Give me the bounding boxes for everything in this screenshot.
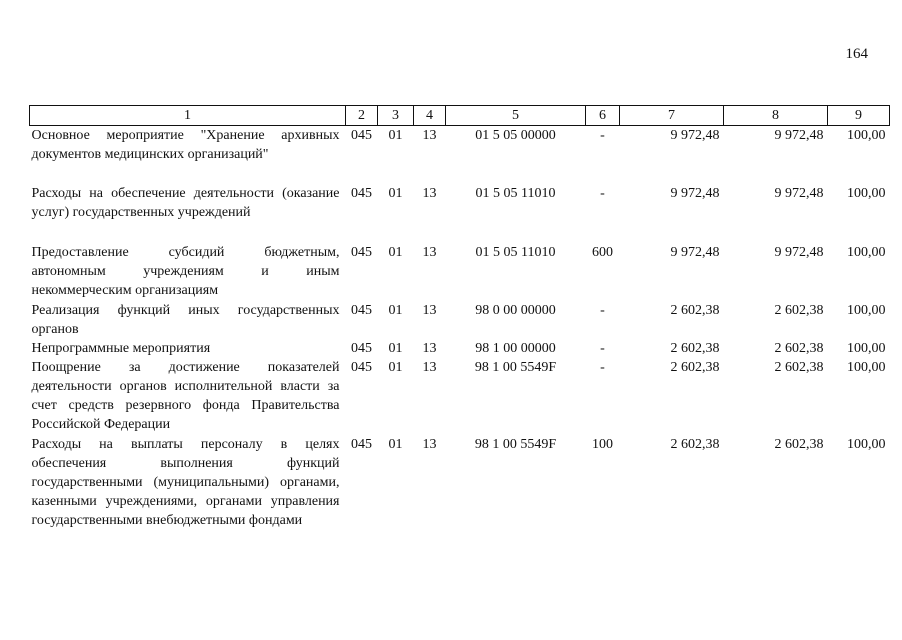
cell-col7: 2 602,38 [670,359,720,375]
cell-admin-code: 045 [351,436,372,452]
table-row [30,126,890,184]
cell-subsection: 13 [422,128,437,143]
cell-expense-type: - [600,128,605,143]
cell-section: 01 [388,340,403,356]
cell-target-article: 98 1 00 5549F [474,359,557,375]
cell-target-article: 98 1 00 5549F [474,436,557,452]
cell-target-article: 01 5 05 11010 [475,244,556,260]
cell-col9: 100,00 [847,359,886,375]
cell-col7: 2 602,38 [670,340,720,356]
cell-col8: 2 602,38 [774,359,824,375]
cell-col8: 9 972,48 [774,185,824,201]
cell-col8: 9 972,48 [774,244,824,260]
cell-expense-type: 100 [592,436,613,452]
cell-section: 01 [388,185,403,201]
cell-subsection: 13 [422,436,437,452]
cell-subsection: 13 [422,302,437,318]
row-name: Поощрение за достижение показателей деятельности органов исполнительной власти за счет средств резервного фонда Правительства Российской Федерации [31,359,340,432]
cell-admin-code: 045 [351,340,372,356]
cell-section: 01 [388,244,403,260]
row-name: Предоставление субсидий бюджетным, автономным учреждениям и иным некоммерческим организациям [31,244,340,298]
cell-col7: 9 972,48 [670,185,720,201]
row-name: Реализация функций иных государственных органов [31,302,340,337]
cell-col7: 9 972,48 [670,128,720,143]
table-row [30,435,890,549]
cell-section: 01 [388,436,403,452]
column-header-2: 2 [346,106,378,126]
cell-col9: 100,00 [847,340,886,356]
row-name: Основное мероприятие "Хранение архивных документов медицинских организаций" [31,128,340,162]
cell-col7: 2 602,38 [670,302,720,318]
cell-col7: 9 972,48 [670,244,720,260]
cell-col8: 2 602,38 [774,340,824,356]
cell-target-article: 98 0 00 00000 [475,302,556,318]
header-row [30,106,890,126]
table-row [30,358,890,435]
cell-subsection: 13 [422,185,437,201]
cell-expense-type: 600 [592,244,613,260]
column-header-1: 1 [30,106,346,126]
cell-target-article: 01 5 05 11010 [475,185,556,201]
page-number: 164 [845,46,868,62]
column-header-3: 3 [378,106,414,126]
cell-subsection: 13 [422,359,437,375]
table-row [30,339,890,358]
column-header-5: 5 [446,106,586,126]
cell-expense-type: - [600,359,605,375]
column-header-8: 8 [724,106,828,126]
cell-section: 01 [388,128,403,143]
cell-col8: 2 602,38 [774,436,824,452]
budget-table [29,105,890,549]
cell-admin-code: 045 [351,302,372,318]
cell-col9: 100,00 [847,302,886,318]
cell-col8: 9 972,48 [774,128,824,143]
cell-section: 01 [388,302,403,318]
cell-expense-type: - [600,340,605,356]
column-header-9: 9 [828,106,890,126]
cell-admin-code: 045 [351,128,372,143]
cell-subsection: 13 [422,340,437,356]
cell-col9: 100,00 [847,128,886,143]
cell-col9: 100,00 [847,244,886,260]
cell-admin-code: 045 [351,185,372,201]
cell-col8: 2 602,38 [774,302,824,318]
column-header-4: 4 [414,106,446,126]
cell-admin-code: 045 [351,359,372,375]
cell-admin-code: 045 [351,244,372,260]
cell-expense-type: - [600,302,605,318]
cell-section: 01 [388,359,403,375]
cell-col9: 100,00 [847,185,886,201]
row-name: Расходы на обеспечение деятельности (оказание услуг) государственных учреждений [31,185,340,220]
table-row [30,301,890,339]
row-name: Непрограммные мероприятия [31,340,211,356]
cell-target-article: 01 5 05 00000 [475,128,556,143]
cell-expense-type: - [600,185,605,201]
cell-col7: 2 602,38 [670,436,720,452]
cell-subsection: 13 [422,244,437,260]
cell-col9: 100,00 [847,436,886,452]
table-row [30,243,890,301]
table-row [30,184,890,243]
column-header-6: 6 [586,106,620,126]
column-header-7: 7 [620,106,724,126]
row-name: Расходы на выплаты персоналу в целях обеспечения выполнения функций государственными (муниципальными) органами, казенными учреждениями, органами управления государственными внебюджетными фондами [31,436,340,528]
cell-target-article: 98 1 00 00000 [475,340,556,356]
